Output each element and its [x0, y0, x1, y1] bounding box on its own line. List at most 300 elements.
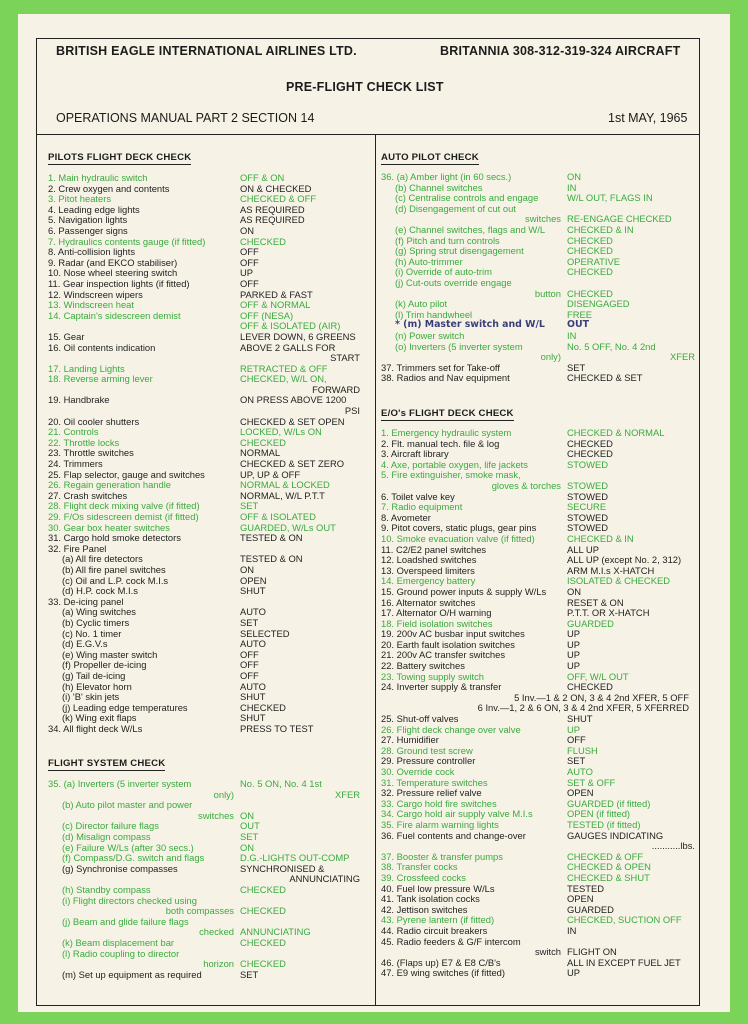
check-item: 37. Booster & transfer pumps	[381, 850, 503, 862]
check-item: (d) H.P. cock M.I.s	[62, 585, 138, 597]
check-item: (c) Director failure flags	[62, 820, 159, 832]
check-item: 20. Earth fault isolation switches	[381, 638, 515, 650]
check-item: 38. Transfer cocks	[381, 861, 458, 873]
check-action: OFF	[240, 648, 259, 660]
check-action: RESET & ON	[567, 596, 624, 608]
check-item: 33. De-icing panel	[48, 595, 124, 607]
check-action: OFF	[240, 669, 259, 681]
check-item: 9. Pitot covers, static plugs, gear pins	[381, 522, 537, 534]
check-action: CHECKED	[240, 958, 286, 970]
check-item: (a) Wing switches	[62, 606, 136, 618]
check-action: ALL UP (except No. 2, 312)	[567, 554, 682, 566]
check-action: ALL IN EXCEPT FUEL JET	[567, 956, 681, 968]
checklist-row	[48, 332, 360, 343]
pilots-section-title: PILOTS FLIGHT DECK CHECK	[48, 152, 192, 163]
check-item: 18. Reverse arming lever	[48, 373, 153, 385]
check-action: SET	[240, 500, 259, 512]
check-action: CHECKED	[567, 266, 613, 278]
check-item: (c) No. 1 timer	[62, 627, 122, 639]
check-action: ABOVE 2 GALLS FOR	[240, 341, 336, 353]
check-action: PRESS TO TEST	[240, 722, 314, 734]
check-item: 2. Crew oxygen and contents	[48, 182, 170, 194]
check-item: 6. Toilet valve key	[381, 490, 455, 502]
check-item: 27. Humidifier	[381, 734, 439, 746]
check-item: (c) Centralise controls and engage	[395, 192, 539, 204]
column-divider	[375, 134, 376, 1006]
check-item: (j) Leading edge temperatures	[62, 701, 188, 713]
check-action: CHECKED & IN	[567, 223, 634, 235]
check-item: 22. Battery switches	[381, 660, 465, 672]
check-action: ALL UP	[567, 543, 599, 555]
checklist-row	[48, 970, 360, 981]
check-action: TESTED (if fitted)	[567, 818, 641, 830]
check-action: No. 5 ON, No. 4 1st	[240, 778, 322, 789]
check-action: AUTO	[240, 638, 266, 650]
check-item: (g) Tail de-icing	[62, 669, 126, 681]
check-action: CHECKED	[567, 245, 613, 257]
check-action: SET	[240, 616, 259, 628]
check-item: 15. Gear	[48, 330, 85, 342]
check-action: CHECKED	[567, 234, 613, 246]
check-item: 4. Leading edge lights	[48, 203, 140, 215]
check-item: 8. Anti-collision lights	[48, 246, 136, 258]
check-item: 32. Fire Panel	[48, 542, 107, 554]
check-action: FREE	[567, 308, 593, 320]
check-item: 28. Ground test screw	[381, 744, 473, 756]
check-item: 9. Radar (and EKCO stabiliser)	[48, 256, 178, 268]
check-action: OUT	[567, 319, 589, 331]
checklist-row	[381, 831, 695, 842]
check-action: TESTED & ON	[240, 532, 303, 544]
check-item: switches	[198, 809, 234, 821]
checklist-row	[48, 512, 360, 523]
check-item: (o) Inverters (5 inverter system	[395, 340, 523, 352]
check-item: (k) Wing exit flaps	[62, 712, 137, 724]
check-item: 34. Cargo hold air supply valve M.I.s	[381, 808, 533, 820]
check-item: 19. Handbrake	[48, 394, 110, 406]
check-action: STOWED	[567, 511, 608, 523]
checklist-row	[381, 225, 695, 236]
check-action: CHECKED	[240, 936, 286, 948]
check-item: 12. Loadshed switches	[381, 554, 477, 566]
check-item: 47. E9 wing switches (if fitted)	[381, 967, 506, 979]
check-item: (f) Pitch and turn controls	[395, 234, 500, 246]
check-item: 5. Fire extinguisher, smoke mask,	[381, 469, 521, 481]
check-action: AUTO	[567, 766, 593, 777]
check-action: SHUT	[240, 712, 266, 724]
checklist-row	[48, 938, 360, 949]
check-action: ANNUNCIATING	[289, 873, 360, 885]
check-item: 1. Main hydraulic switch	[48, 172, 148, 183]
check-action: AS REQUIRED	[240, 214, 305, 226]
check-item: 14. Emergency battery	[381, 575, 476, 587]
check-action: OFF	[240, 246, 259, 258]
check-action: CHECKED & NORMAL	[567, 427, 665, 438]
check-action: ON	[240, 224, 255, 236]
check-item: 10. Smoke evacuation valve (if fitted)	[381, 532, 535, 544]
check-item: (e) Wing master switch	[62, 648, 158, 660]
checklist-row	[381, 331, 695, 342]
check-action: SET & OFF	[567, 776, 616, 788]
check-action: LOCKED, W/Ls ON	[240, 426, 322, 438]
check-action: CHECKED, W/L ON,	[240, 373, 327, 385]
check-item: button	[534, 287, 561, 299]
check-item: gloves & torches	[491, 479, 561, 491]
check-item: 6 Inv.—1, 2 & 6 ON, 3 & 4 2nd XFER, 5 XFERRED	[477, 702, 689, 714]
checklist-row	[381, 278, 695, 289]
check-item: (d) Disengagement of cut out	[395, 202, 516, 214]
check-item: 5 Inv.—1 & 2 ON, 3 & 4 2nd XFER, 5 OFF	[514, 691, 689, 703]
check-item: (m) Set up equipment as required	[62, 968, 202, 980]
check-item: (b) Auto pilot master and power	[62, 799, 193, 811]
check-action: OFF	[240, 256, 259, 268]
check-item: only)	[540, 351, 561, 363]
check-action: AUTO	[240, 606, 266, 618]
check-item: 29. Pressure controller	[381, 755, 476, 767]
check-item: 1. Emergency hydraulic system	[381, 427, 512, 438]
check-action: SET	[240, 830, 259, 842]
check-action: CHECKED	[240, 436, 286, 448]
check-item: 7. Radio equipment	[381, 501, 463, 513]
checklist-row	[48, 343, 360, 354]
check-action: UP	[567, 628, 581, 640]
check-action: IN	[567, 329, 577, 341]
check-item: (b) Cyclic timers	[62, 616, 130, 628]
check-item: 17. Landing Lights	[48, 362, 125, 374]
checklist-row	[48, 173, 360, 184]
check-item: (f) Propeller de-icing	[62, 659, 147, 671]
check-item: 33. Cargo hold fire switches	[381, 797, 497, 809]
check-item: switches	[525, 213, 561, 225]
check-action: UP	[567, 723, 581, 735]
checklist-row	[48, 671, 360, 682]
checklist-row	[381, 534, 695, 545]
check-action: OPEN	[567, 893, 594, 905]
check-action: OFF	[240, 659, 259, 671]
check-item: 25. Flap selector, gauge and switches	[48, 468, 205, 480]
check-action: AS REQUIRED	[240, 203, 305, 215]
check-action: P.T.T. OR X-HATCH	[567, 607, 650, 619]
check-action: OFF (NESA)	[240, 309, 294, 321]
check-item: checked	[199, 926, 234, 938]
check-item: 28. Flight deck mixing valve (if fitted)	[48, 500, 200, 512]
checklist-row	[381, 172, 695, 183]
check-item: 19. 200v AC busbar input switches	[381, 628, 525, 640]
check-action: UP	[567, 967, 581, 979]
check-item: (d) Misalign compass	[62, 830, 151, 842]
check-item: 24. Trimmers	[48, 458, 103, 470]
check-item: (i) 'B' skin jets	[62, 691, 120, 703]
check-item: only)	[213, 788, 234, 800]
check-item: 26. Regain generation handle	[48, 479, 172, 491]
check-item: (d) E.G.V.s	[62, 638, 108, 650]
check-item: 31. Temperature switches	[381, 776, 488, 788]
aircraft-type: BRITANNIA 308-312-319-324 AIRCRAFT	[440, 44, 681, 58]
check-item: (a) All fire detectors	[62, 553, 143, 565]
check-item: (g) Synchronise compasses	[62, 862, 178, 874]
check-item: 17. Alternator O/H warning	[381, 607, 492, 619]
check-action: OPEN	[567, 787, 594, 799]
check-item: 23. Towing supply switch	[381, 670, 485, 682]
checklist-row	[48, 226, 360, 237]
eo-checklist	[381, 428, 695, 979]
check-item: 42. Jettison switches	[381, 903, 468, 915]
check-action: OUT	[240, 820, 260, 832]
check-item: 6. Passenger signs	[48, 224, 128, 236]
check-item: 3. Aircraft library	[381, 448, 449, 460]
page-title: PRE-FLIGHT CHECK LIST	[286, 80, 444, 94]
check-action: SET	[567, 361, 586, 373]
check-item: 14. Captain's sidescreen demist	[48, 309, 181, 321]
check-action: ON	[567, 585, 582, 597]
check-action: UP	[240, 267, 254, 279]
check-item: 36. (a) Amber light (in 60 secs.)	[381, 171, 512, 182]
check-item: (e) Failure W/Ls (after 30 secs.)	[62, 841, 194, 853]
check-item: (k) Beam displacement bar	[62, 936, 175, 948]
checklist-row	[381, 968, 695, 979]
check-item: 34. All flight deck W/Ls	[48, 722, 143, 734]
check-item: 36. Fuel contents and change-over	[381, 829, 526, 841]
auto-pilot-checklist	[381, 172, 695, 384]
check-item: (k) Auto pilot	[395, 298, 448, 310]
check-item: 41. Tank isolation cocks	[381, 893, 480, 905]
check-action: SELECTED	[240, 627, 290, 639]
check-item: (n) Power switch	[395, 329, 465, 341]
check-action: ON PRESS ABOVE 1200	[240, 394, 347, 406]
checklist-row	[48, 618, 360, 629]
check-item: switch	[534, 946, 561, 958]
check-item: 16. Oil contents indication	[48, 341, 156, 353]
check-item: 15. Ground power inputs & supply W/Ls	[381, 585, 547, 597]
check-action	[561, 278, 695, 289]
check-item: 11. Gear inspection lights (if fitted)	[48, 277, 190, 289]
check-action: CHECKED	[240, 883, 286, 895]
check-action: ON	[240, 841, 255, 853]
check-item: 11. C2/E2 panel switches	[381, 543, 487, 555]
check-item: 18. Field isolation switches	[381, 617, 493, 629]
check-action: CHECKED, SUCTION OFF	[567, 914, 682, 926]
check-item: 21. 200v AC transfer switches	[381, 649, 506, 661]
check-action: OFF, W/L OUT	[567, 670, 629, 682]
check-item: 38. Radios and Nav equipment	[381, 372, 510, 384]
check-action: ...........lbs.	[651, 840, 695, 852]
check-item: 16. Alternator switches	[381, 596, 476, 608]
check-action: GUARDED	[567, 617, 614, 629]
check-action: CHECKED & SHUT	[567, 871, 650, 883]
check-action: ANNUNCIATING	[240, 926, 311, 938]
check-item: 8. Avometer	[381, 511, 431, 523]
check-action: ON	[240, 809, 255, 821]
check-item: 27. Crash switches	[48, 489, 128, 501]
check-item: 37. Trimmers set for Take-off	[381, 361, 500, 373]
check-action: ISOLATED & CHECKED	[567, 575, 670, 587]
check-action: CHECKED	[567, 681, 613, 693]
header-divider	[36, 134, 700, 135]
check-action: SET	[567, 755, 586, 767]
checklist-row	[381, 587, 695, 598]
check-action: SECURE	[567, 501, 607, 513]
checklist-row	[48, 832, 360, 843]
check-action: OPEN (if fitted)	[567, 808, 631, 820]
check-action: OFF & NORMAL	[240, 299, 311, 311]
pilots-checklist	[48, 173, 360, 734]
checklist-row	[48, 885, 360, 896]
checklist-row	[381, 373, 695, 384]
checklist-row	[48, 395, 360, 406]
check-action: XFER	[669, 351, 695, 363]
check-action: SET	[240, 968, 259, 980]
check-action: UP, UP & OFF	[240, 468, 301, 480]
check-action: CHECKED & SET	[567, 372, 643, 384]
check-action: CHECKED	[240, 701, 286, 713]
check-action: W/L OUT, FLAGS IN	[567, 192, 653, 204]
checklist-row	[381, 428, 695, 439]
check-action: IN	[567, 924, 577, 936]
check-action: OFF & ISOLATED (AIR)	[240, 320, 341, 332]
check-action: CHECKED & IN	[567, 532, 634, 544]
check-action: LEVER DOWN, 6 GREENS	[240, 330, 356, 342]
check-item: 29. F/Os sidescreen demist (if fitted)	[48, 511, 199, 522]
check-item: 12. Windscreen wipers	[48, 288, 143, 300]
eo-section-title: E/O's FLIGHT DECK CHECK	[381, 408, 514, 419]
check-action: CHECKED	[567, 437, 613, 449]
checklist-row	[381, 342, 695, 353]
check-action: PARKED & FAST	[240, 288, 313, 300]
check-action: OFF	[240, 277, 259, 289]
check-item: (j) Cut-outs override engage	[395, 276, 512, 288]
check-action: TESTED	[567, 882, 604, 894]
checklist-row	[381, 873, 695, 884]
check-item: 35. Fire alarm warning lights	[381, 818, 499, 830]
flight-system-section-title: FLIGHT SYSTEM CHECK	[48, 758, 166, 769]
check-item: 7. Hydraulics contents gauge (if fitted)	[48, 235, 206, 247]
check-action: START	[330, 352, 360, 364]
checklist-row	[381, 820, 695, 831]
check-action: ON & CHECKED	[240, 182, 312, 194]
checklist-row	[381, 481, 695, 492]
check-item: 39. Crossfeed cocks	[381, 871, 466, 883]
check-action: CHECKED	[567, 287, 613, 299]
check-action: OFF & ISOLATED	[240, 511, 316, 522]
check-item: 30. Override cock	[381, 766, 455, 777]
check-action: GUARDED (if fitted)	[567, 797, 651, 809]
check-item: 20. Oil cooler shutters	[48, 415, 140, 427]
check-action: CHECKED & SET ZERO	[240, 458, 345, 470]
check-action: ON	[240, 563, 255, 575]
check-action: CHECKED & OFF	[567, 850, 644, 862]
check-item: (i) Override of auto-trim	[395, 266, 492, 278]
check-action: RETRACTED & OFF	[240, 362, 328, 374]
check-item: 45. Radio feeders & G/F intercom	[381, 935, 521, 947]
check-item: (h) Auto-trimmer	[395, 255, 463, 267]
check-action: OFF	[567, 734, 586, 746]
airline-name: BRITISH EAGLE INTERNATIONAL AIRLINES LTD.	[56, 44, 357, 58]
check-item: (c) Oil and L.P. cock M.I.s	[62, 574, 169, 586]
check-action: GUARDED, W/Ls OUT	[240, 521, 336, 533]
check-item: 23. Throttle switches	[48, 447, 134, 459]
check-action: NORMAL & LOCKED	[240, 479, 330, 491]
checklist-row	[381, 767, 695, 778]
check-action: SHUT	[240, 585, 266, 597]
check-action: OPEN	[240, 574, 267, 586]
check-item: (j) Beam and glide failure flags	[62, 915, 189, 927]
check-item: 30. Gear box heater switches	[48, 521, 170, 533]
check-item: 32. Pressure relief valve	[381, 787, 482, 799]
check-action: FLIGHT ON	[567, 946, 617, 958]
check-item: (e) Channel switches, flags and W/L	[395, 223, 546, 235]
check-action: SYNCHRONISED &	[240, 862, 325, 874]
check-item: (b) Channel switches	[395, 181, 483, 193]
check-item: * (m) Master switch and W/L	[395, 319, 545, 331]
check-item: 13. Windscreen heat	[48, 299, 134, 311]
check-action: CHECKED	[567, 448, 613, 460]
check-action: ON	[567, 171, 582, 182]
check-item: (h) Standby compass	[62, 883, 151, 895]
check-item: 44. Radio circuit breakers	[381, 924, 488, 936]
check-action: CHECKED	[240, 235, 286, 247]
check-item: (i) Flight directors checked using	[62, 894, 197, 906]
check-action: NORMAL, W/L P.T.T	[240, 489, 325, 501]
check-action: PSI	[344, 405, 360, 417]
flight-system-checklist	[48, 779, 360, 980]
check-item: both compasses	[165, 905, 234, 917]
check-action: ARM M.I.s X-HATCH	[567, 564, 655, 576]
check-item: 10. Nose wheel steering switch	[48, 267, 178, 279]
check-action: CHECKED	[240, 905, 286, 917]
check-item: horizon	[203, 958, 234, 970]
check-action: STOWED	[567, 458, 608, 470]
check-item: 46. (Flaps up) E7 & E8 C/B's	[381, 956, 501, 968]
check-action: UP	[567, 638, 581, 650]
check-item: (h) Elevator horn	[62, 680, 132, 692]
check-item: 35. (a) Inverters (5 inverter system	[48, 778, 192, 789]
checklist-row	[48, 565, 360, 576]
check-item: 4. Axe, portable oxygen, life jackets	[381, 458, 528, 470]
check-action: D.G.-LIGHTS OUT-COMP	[240, 852, 350, 864]
check-item: 2. Flt. manual tech. file & log	[381, 437, 500, 449]
check-action: NORMAL	[240, 447, 281, 459]
check-item: (l) Radio coupling to director	[62, 947, 180, 959]
checklist-row	[48, 779, 360, 790]
manual-reference: OPERATIONS MANUAL PART 2 SECTION 14	[56, 111, 315, 125]
check-action: SHUT	[567, 713, 593, 725]
check-action: CHECKED & OFF	[240, 193, 317, 205]
check-action: CHECKED & SET OPEN	[240, 415, 345, 427]
check-item: 3. Pitot heaters	[48, 193, 112, 205]
check-action: GUARDED	[567, 903, 614, 915]
check-item: 5. Navigation lights	[48, 214, 128, 226]
issue-date: 1st MAY, 1965	[608, 111, 688, 125]
check-item: 25. Shut-off valves	[381, 713, 459, 725]
check-action: SHUT	[240, 691, 266, 703]
check-action: IN	[567, 181, 577, 193]
check-item: (l) Trim handwheel	[395, 308, 473, 320]
check-action: TESTED & ON	[240, 553, 303, 565]
check-item: 13. Overspeed limiters	[381, 564, 475, 576]
auto-pilot-section-title: AUTO PILOT CHECK	[381, 152, 479, 163]
check-action: AUTO	[240, 680, 266, 692]
checklist-row	[381, 926, 695, 937]
check-action: UP	[567, 660, 581, 672]
check-item: 24. Inverter supply & transfer	[381, 681, 502, 693]
checklist-row	[48, 724, 360, 735]
check-action: No. 5 OFF, No. 4 2nd	[567, 340, 656, 352]
check-item: (b) All fire panel switches	[62, 563, 166, 575]
checklist-row	[48, 279, 360, 290]
check-action: STOWED	[567, 479, 608, 491]
check-item: 43. Pyrene lantern (if fitted)	[381, 914, 495, 926]
check-action: DISENGAGED	[567, 298, 630, 310]
